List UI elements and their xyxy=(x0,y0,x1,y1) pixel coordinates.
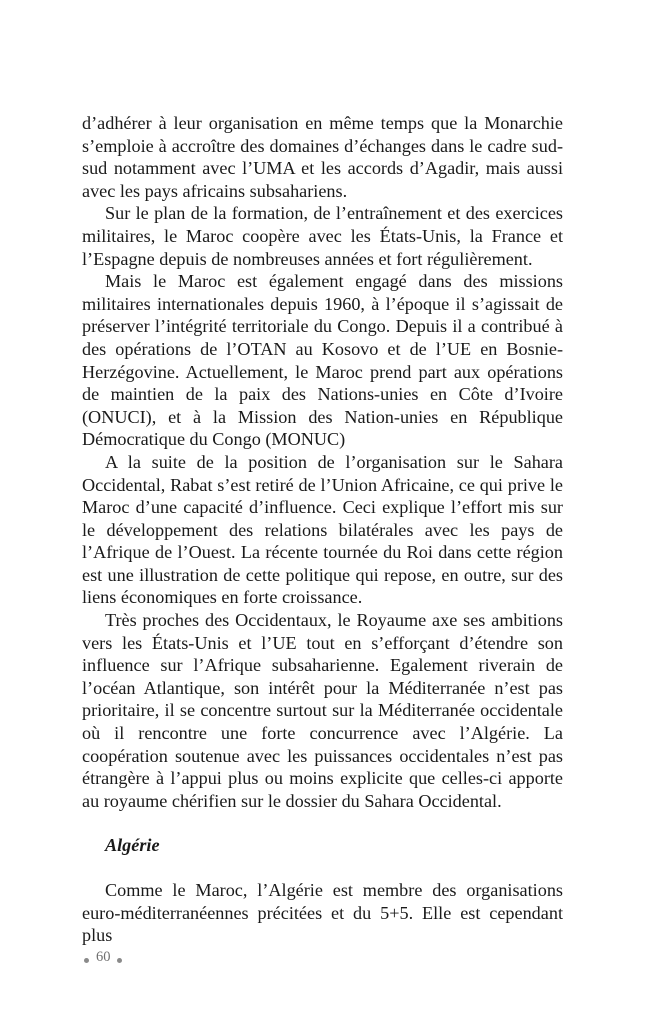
paragraph-continued: d’adhérer à leur organisation en même temps que la Monarchie s’emploie à accroître des domaines d’échanges dans le cadre sud-sud notamment avec l’UMA et les accords d’Agadir, mais aussi avec les pays africains subsahariens. xyxy=(82,113,563,201)
paragraph-missions: Mais le Maroc est également engagé dans des missions militaires internationales depuis 1960, à l’époque il s’agissait de préserver l’intégrité territoriale du Congo. Depuis il a contribué à des opérations de l’OTAN au Kosovo et de l’UE en Bosnie-Herzégovine. Actuellement, le Maroc prend part aux opérations de maintien de la paix des Nations-unies en Côte d’Ivoire (ONUCI), et à la Mission des Nation-unies en République Démocratique du Congo (MONUC) xyxy=(82,271,563,450)
paragraph-algerie-intro: Comme le Maroc, l’Algérie est membre des organisations euro-méditerranéennes précitées et du 5+5. Elle est cependant plus xyxy=(82,880,563,946)
page-number: 60 xyxy=(96,948,111,965)
bullet-dot-icon xyxy=(84,958,89,963)
bullet-dot-icon xyxy=(117,958,122,963)
page-footer xyxy=(84,947,122,967)
paragraph-training: Sur le plan de la formation, de l’entraînement et des exercices militaires, le Maroc coopère avec les États-Unis, la France et l’Espagne depuis de nombreuses années et fort régulièrement. xyxy=(82,203,563,269)
paragraph-african-union: A la suite de la position de l’organisation sur le Sahara Occidental, Rabat s’est retiré de l’Union Africaine, ce qui prive le Maroc d’une capacité d’influence. Ceci explique l’effort mis sur le développement des relations bilatérales avec les pays de l’Afrique de l’Ouest. La récente tournée du Roi dans cette région est une illustration de cette politique qui repose, en outre, sur des liens économiques en forte croissance. xyxy=(82,451,563,608)
page-body xyxy=(82,112,563,947)
section-heading-algerie: Algérie xyxy=(105,835,160,856)
paragraph-western-ties: Très proches des Occidentaux, le Royaume axe ses ambitions vers les États-Unis et l’UE tout en s’efforçant d’étendre son influence sur l’Afrique subsaharienne. Egalement riverain de l’océan Atlantique, son intérêt pour la Méditerranée n’est pas prioritaire, il se concentre surtout sur la Méditerranée occidentale où il rencontre une forte concurrence avec l’Algérie. La coopération soutenue avec les puissances occidentales n’est pas étrangère à l’appui plus ou moins explicite que celles-ci apporte au royaume chérifien sur le dossier du Sahara Occidental. xyxy=(82,610,563,811)
